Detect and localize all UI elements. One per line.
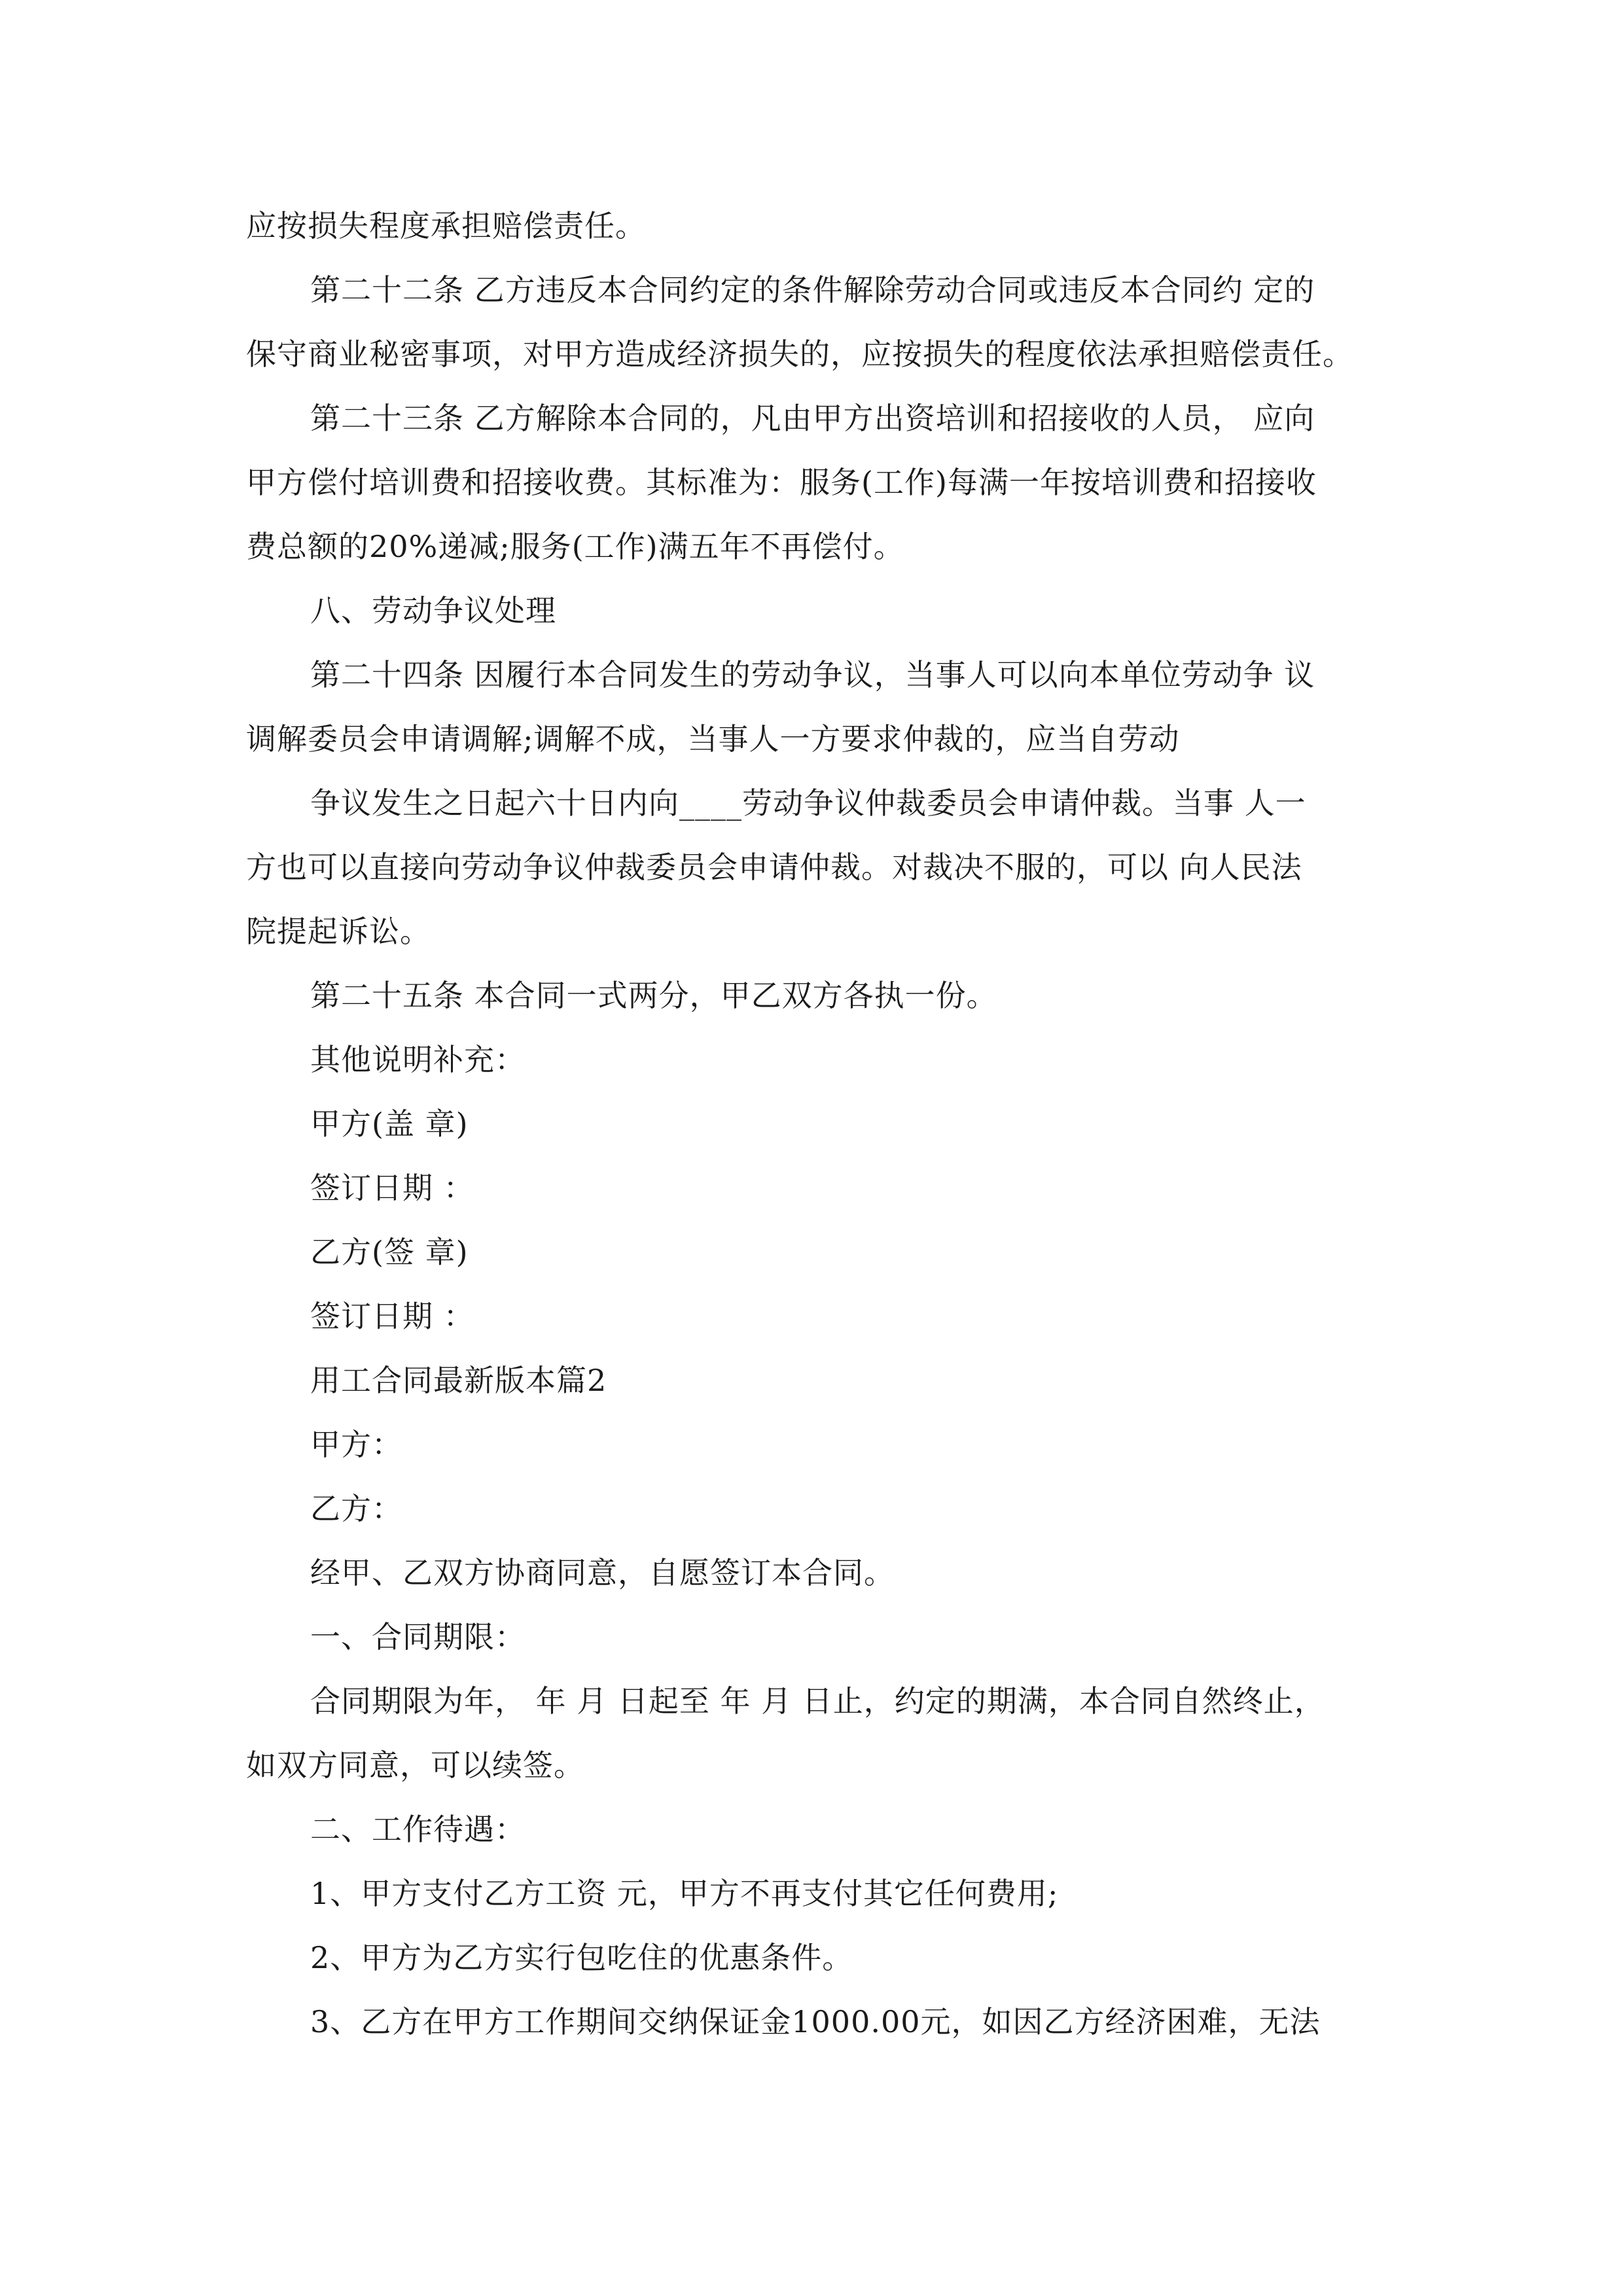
text-line: 经甲、乙双方协商同意，自愿签订本合同。 [310, 1555, 895, 1590]
text-line: 费总额的20%递减;服务(工作)满五年不再偿付。 [246, 529, 904, 564]
signature-line: 乙方(签 章) [310, 1234, 469, 1270]
text-line: 调解委员会申请调解;调解不成，当事人一方要求仲裁的，应当自劳动 [246, 721, 1180, 757]
text-line: 3、乙方在甲方工作期间交纳保证金1000.00元，如因乙方经济困难，无法 [310, 2004, 1321, 2039]
text-line: 争议发生之日起六十日内向____劳动争议仲裁委员会申请仲裁。当事 人一 [310, 785, 1306, 821]
text-line: 合同期限为年， 年 月 日起至 年 月 日止，约定的期满，本合同自然终止， [310, 1683, 1325, 1719]
party-line: 乙方： [310, 1491, 402, 1526]
section-heading: 一、合同期限： [310, 1619, 526, 1655]
text-line: 1、甲方支付乙方工资 元，甲方不再支付其它任何费用; [310, 1876, 1059, 1911]
text-line: 如双方同意，可以续签。 [246, 1748, 584, 1783]
section-heading: 八、劳动争议处理 [310, 593, 556, 628]
text-line: 第二十三条 乙方解除本合同的，凡由甲方出资培训和招接收的人员， 应向 [310, 401, 1315, 436]
text-line: 院提起诉讼。 [246, 914, 431, 949]
signature-date-line: 签订日期 ： [310, 1170, 474, 1206]
text-line: 其他说明补充： [310, 1042, 526, 1077]
text-line: 应按损失程度承担赔偿责任。 [246, 208, 646, 243]
text-line: 2、甲方为乙方实行包吃住的优惠条件。 [310, 1940, 853, 1975]
section-heading: 用工合同最新版本篇2 [310, 1363, 607, 1398]
text-line: 方也可以直接向劳动争议仲裁委员会申请仲裁。对裁决不服的，可以 向人民法 [246, 850, 1302, 885]
document-body [246, 194, 1380, 2054]
signature-line: 甲方(盖 章) [310, 1106, 469, 1141]
party-line: 甲方： [310, 1427, 402, 1462]
text-line: 甲方偿付培训费和招接收费。其标准为：服务(工作)每满一年按培训费和招接收 [246, 465, 1317, 500]
text-line: 第二十二条 乙方违反本合同约定的条件解除劳动合同或违反本合同约 定的 [310, 272, 1315, 308]
text-line: 保守商业秘密事项，对甲方造成经济损失的，应按损失的程度依法承担赔偿责任。 [246, 336, 1353, 372]
text-line: 第二十四条 因履行本合同发生的劳动争议，当事人可以向本单位劳动争 议 [310, 657, 1315, 692]
signature-date-line: 签订日期 ： [310, 1299, 474, 1334]
text-line: 第二十五条 本合同一式两分，甲乙双方各执一份。 [310, 978, 997, 1013]
section-heading: 二、工作待遇： [310, 1812, 526, 1847]
